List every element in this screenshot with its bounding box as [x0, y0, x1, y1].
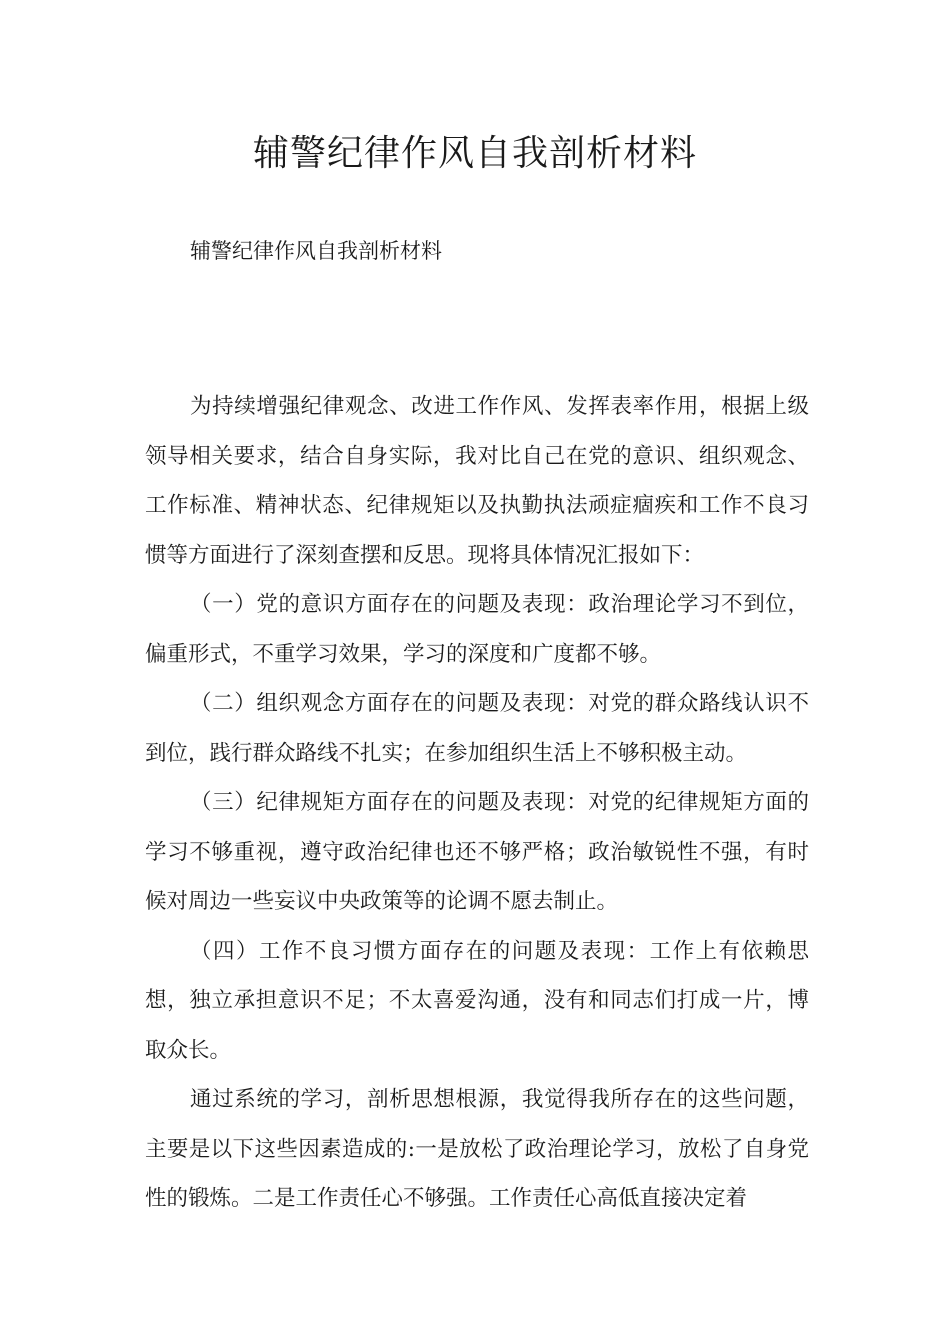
paragraph-party-awareness: （一）党的意识方面存在的问题及表现：政治理论学习不到位，偏重形式，不重学习效果，学习的深度和广度都不够。 [145, 592, 809, 667]
paragraph-organization: （二）组织观念方面存在的问题及表现：对党的群众路线认识不到位，践行群众路线不扎实；在参加组织生活上不够积极主动。 [145, 691, 809, 766]
paragraph-discipline: （三）纪律规矩方面存在的问题及表现：对党的纪律规矩方面的学习不够重视，遵守政治纪律也还不够严格；政治敏锐性不强，有时候对周边一些妄议中央政策等的论调不愿去制止。 [145, 790, 809, 914]
document-subtitle: 辅警纪律作风自我剖析材料 [190, 239, 442, 263]
document-title: 辅警纪律作风自我剖析材料 [252, 133, 697, 174]
paragraph-analysis: 通过系统的学习，剖析思想根源，我觉得我所存在的这些问题，主要是以下这些因素造成的:一是放松了政治理论学习，放松了自身党性的锻炼。二是工作责任心不够强。工作责任心高低直接决定着 [145, 1087, 809, 1211]
document-body [145, 382, 809, 1224]
paragraph-work-habits: （四）工作不良习惯方面存在的问题及表现：工作上有依赖思想，独立承担意识不足；不太喜爱沟通，没有和同志们打成一片，博取众长。 [145, 938, 809, 1063]
paragraph-intro: 为持续增强纪律观念、改进工作作风、发挥表率作用，根据上级领导相关要求，结合自身实际，我对比自己在党的意识、组织观念、工作标准、精神状态、纪律规矩以及执勤执法顽症痼疾和工作不良习惯等方面进行了深刻查摆和反思。现将具体情况汇报如下： [145, 394, 809, 568]
